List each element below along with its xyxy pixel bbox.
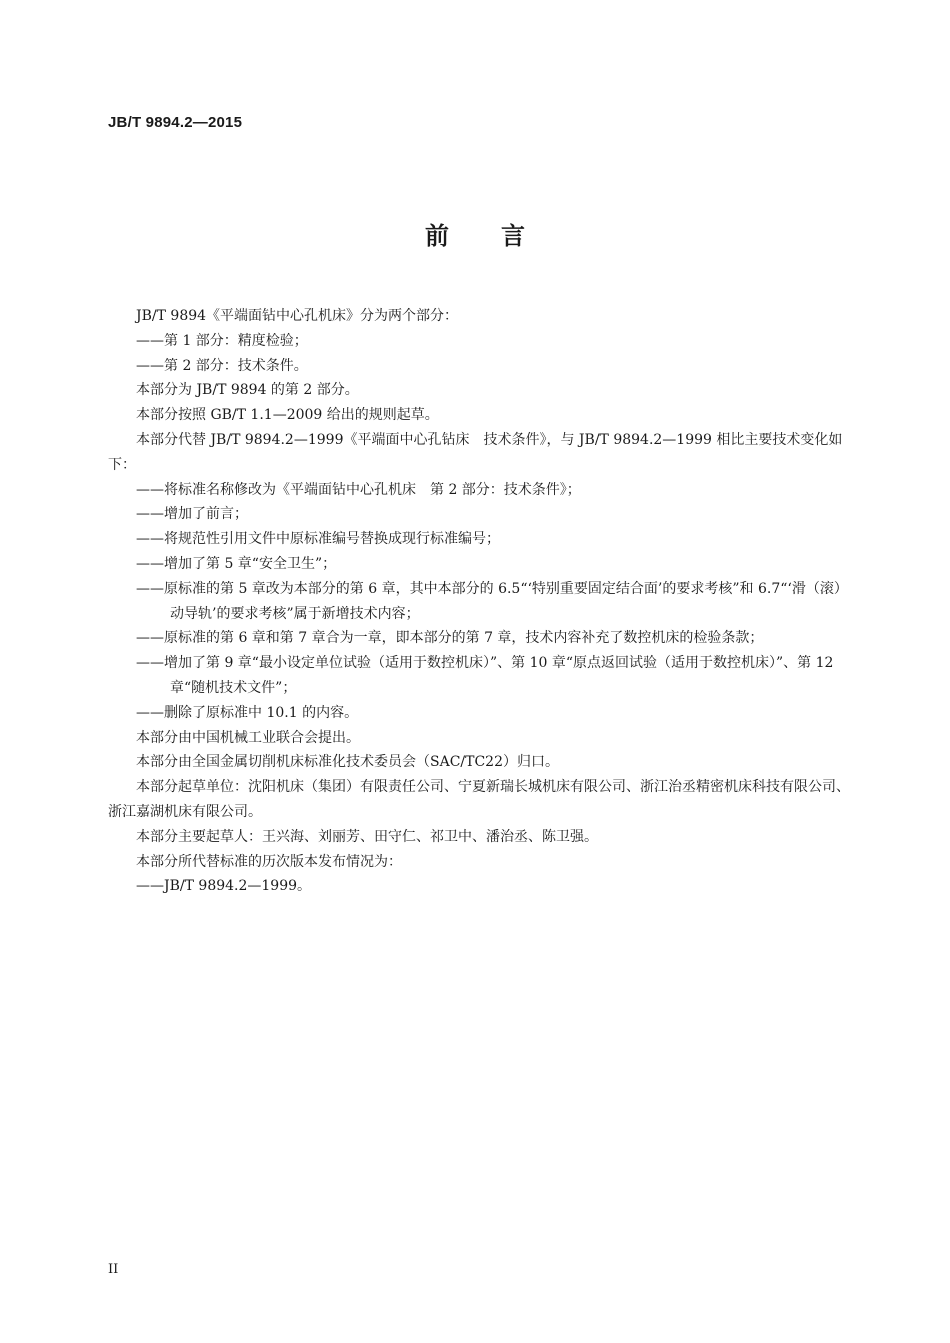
intro-paragraph: JB/T 9894《平端面钻中心孔机床》分为两个部分：: [136, 308, 459, 324]
list-item: ——第 1 部分：精度检验；: [136, 332, 308, 349]
title-char-1: 前: [425, 222, 449, 250]
page-title: [0, 218, 950, 254]
list-item: ——将规范性引用文件中原标准编号替换成现行标准编号；: [136, 531, 500, 548]
list-item: ——增加了前言；: [136, 506, 248, 523]
list-item: ——原标准的第 5 章改为本部分的第 6 章，其中本部分的 6.5“‘特别重要固定结合面’的要求考核”和 6.7“‘滑（滚）动导轨’的要求考核”属于新增技术内容；: [136, 580, 848, 622]
list-item: ——增加了第 9 章“最小设定单位试验（适用于数控机床）”、第 10 章“原点返回试验（适用于数控机床）”、第 12 章“随机技术文件”；: [136, 655, 834, 696]
list-item: ——增加了第 5 章“安全卫生”；: [136, 555, 337, 572]
title-char-2: 言: [501, 222, 525, 250]
list-item: ——第 2 部分：技术条件。: [136, 357, 308, 374]
standard-code-header: JB/T 9894.2—2015: [108, 114, 243, 131]
list-item: ——将标准名称修改为《平端面钻中心孔机床 第 2 部分：技术条件》；: [136, 481, 581, 498]
drafters-paragraph: 本部分主要起草人：王兴海、刘丽芳、田守仁、祁卫中、潘治丞、陈卫强。: [136, 828, 598, 845]
paragraph: 本部分为 JB/T 9894 的第 2 部分。: [136, 382, 359, 399]
paragraph: 本部分所代替标准的历次版本发布情况为：: [136, 853, 402, 870]
paragraph: 本部分由中国机械工业联合会提出。: [136, 729, 360, 746]
page-number: II: [108, 1262, 119, 1277]
list-item: ——原标准的第 6 章和第 7 章合为一章，即本部分的第 7 章，技术内容补充了数控机床的检验条款；: [136, 630, 764, 647]
list-item: ——删除了原标准中 10.1 的内容。: [136, 704, 359, 721]
list-item: ——JB/T 9894.2—1999。: [136, 878, 312, 895]
foreword-body: [108, 304, 858, 899]
paragraph: 本部分由全国金属切削机床标准化技术委员会（SAC/TC22）归口。: [136, 754, 559, 771]
replacement-paragraph: 本部分代替 JB/T 9894.2—1999《平端面中心孔钻床 技术条件》，与 JB/T 9894.2—1999 相比主要技术变化如下：: [108, 431, 843, 473]
drafting-units-paragraph: 本部分起草单位：沈阳机床（集团）有限责任公司、宁夏新瑞长城机床有限公司、浙江治丞精密机床科技有限公司、浙江嘉湖机床有限公司。: [108, 779, 850, 820]
paragraph: 本部分按照 GB/T 1.1—2009 给出的规则起草。: [136, 407, 439, 424]
